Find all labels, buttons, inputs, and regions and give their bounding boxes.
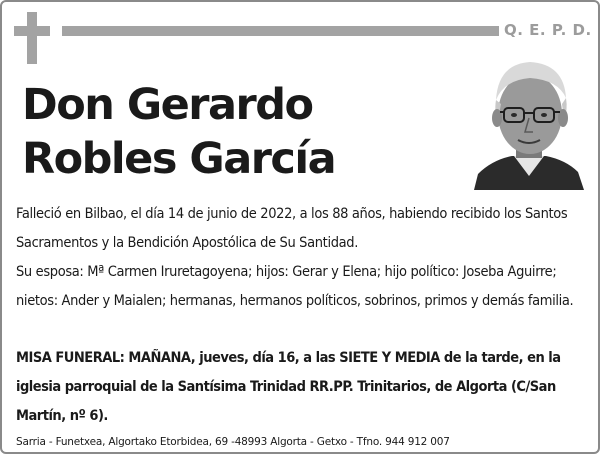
qepd-label: Q. E. P. D. bbox=[504, 21, 592, 39]
deceased-name-line1: Don Gerardo bbox=[22, 80, 313, 130]
deceased-portrait bbox=[474, 56, 584, 190]
funeral-home-info: Sarria - Funetxea, Algortako Etorbidea, 69 -48993 Algorta - Getxo - Tfno. 944 912 007 bbox=[16, 436, 450, 448]
death-notice-text: Falleció en Bilbao, el día 14 de junio de 2022, a los 88 años, habiendo recibido los Santos Sacramentos y la Bendición Apostólica de Su Santidad. bbox=[16, 206, 568, 251]
deceased-name-line2: Robles García bbox=[22, 134, 336, 184]
header-divider-bar bbox=[62, 26, 499, 36]
funeral-mass-text: MISA FUNERAL: MAÑANA, jueves, día 16, a las SIETE Y MEDIA de la tarde, en la iglesia parroquial de la Santísima Trinidad RR.PP. Trinitarios, de Algorta (C/San Martín, nº 6). bbox=[16, 350, 561, 424]
deceased-name bbox=[22, 78, 335, 186]
family-text: Su esposa: Mª Carmen Iruretagoyena; hijos: Gerar y Elena; hijo político: Joseba Aguirre; nietos: Ander y Maialen; hermanas, hermanos políticos, sobrinos, primos y demás familia. bbox=[16, 264, 574, 309]
